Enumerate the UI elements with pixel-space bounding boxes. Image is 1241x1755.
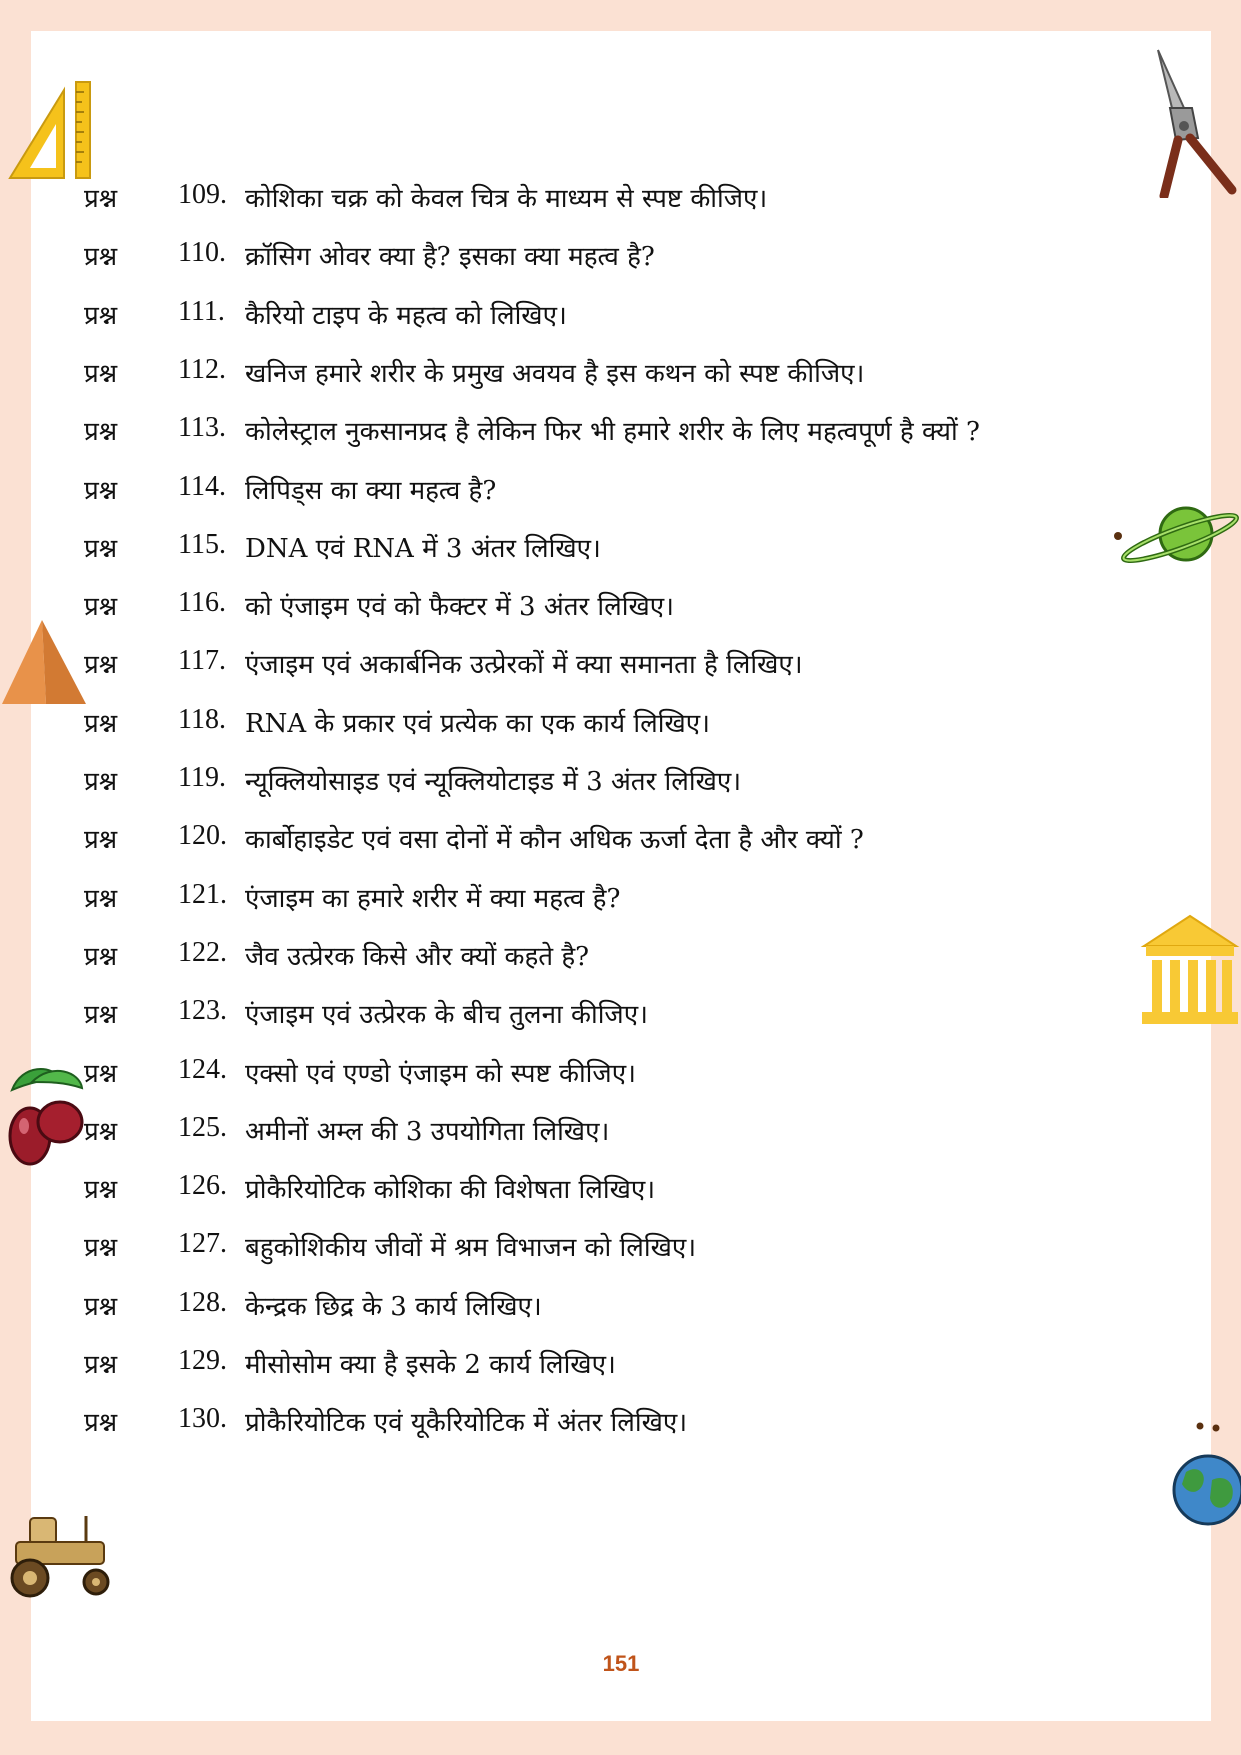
question-row bbox=[31, 288, 1211, 338]
question-label: प्रश्न bbox=[84, 417, 118, 448]
question-number: 119. bbox=[178, 762, 226, 793]
question-number: 122. bbox=[178, 936, 227, 968]
question-text: मीसोसोम क्या है इसके 2 कार्य लिखिए। bbox=[245, 1350, 616, 1380]
pyramid-icon bbox=[0, 618, 90, 708]
question-label: प्रश्न bbox=[84, 1291, 118, 1322]
question-row bbox=[31, 1279, 1211, 1329]
question-label: प्रश्न bbox=[84, 708, 118, 739]
question-label: प्रश्न bbox=[84, 941, 118, 972]
question-row bbox=[31, 1337, 1211, 1387]
question-number: 124. bbox=[178, 1053, 227, 1085]
question-text: एंजाइम एवं अकार्बनिक उत्प्रेरकों में क्या समानता है लिखिए। bbox=[245, 650, 803, 681]
question-label: प्रश्न bbox=[84, 184, 118, 214]
question-text: एंजाइम का हमारे शरीर में क्या महत्व है? bbox=[245, 883, 621, 914]
question-text: अमीनों अम्ल की 3 उपयोगिता लिखिए। bbox=[245, 1116, 610, 1147]
greek-temple-icon bbox=[1140, 912, 1240, 1028]
question-label: प्रश्न bbox=[84, 1175, 118, 1206]
question-text: RNA के प्रकार एवं प्रत्येक का एक कार्य लिखिए। bbox=[245, 708, 710, 739]
question-number: 128. bbox=[178, 1286, 227, 1318]
question-number: 113. bbox=[178, 412, 226, 444]
question-label: प्रश्न bbox=[84, 767, 118, 797]
question-label: प्रश्न bbox=[84, 1408, 118, 1439]
question-text: केन्द्रक छिद्र के 3 कार्य लिखिए। bbox=[245, 1291, 542, 1322]
saturn-planet-icon bbox=[1110, 498, 1241, 568]
question-number: 112. bbox=[178, 353, 226, 385]
question-row bbox=[31, 1162, 1211, 1212]
question-number: 125. bbox=[178, 1111, 227, 1143]
question-number: 121. bbox=[178, 878, 227, 910]
question-text: कोशिका चक्र को केवल चित्र के माध्यम से स्पष्ट कीजिए। bbox=[245, 184, 768, 214]
question-number: 120. bbox=[178, 820, 227, 852]
question-number: 115. bbox=[178, 528, 226, 560]
question-row bbox=[31, 1220, 1211, 1270]
question-row bbox=[31, 1104, 1211, 1154]
question-label: प्रश्न bbox=[84, 1233, 118, 1264]
question-row bbox=[31, 229, 1211, 279]
question-label: प्रश्न bbox=[84, 1000, 118, 1031]
question-row bbox=[31, 754, 1211, 804]
question-row bbox=[31, 463, 1211, 513]
question-text: कोलेस्ट्राल नुकसानप्रद है लेकिन फिर भी हमारे शरीर के लिए महत्वपूर्ण है क्यों ? bbox=[245, 417, 980, 448]
question-text: एक्सो एवं एण्डो एंजाइम को स्पष्ट कीजिए। bbox=[245, 1058, 636, 1089]
question-label: प्रश्न bbox=[84, 358, 118, 389]
question-text: क्रॉसिग ओवर क्या है? इसका क्या महत्व है? bbox=[245, 242, 655, 273]
question-number: 127. bbox=[178, 1228, 227, 1260]
question-row bbox=[31, 929, 1211, 979]
question-label: प्रश्न bbox=[84, 1350, 118, 1380]
question-label: प्रश्न bbox=[84, 475, 118, 506]
question-number: 111. bbox=[178, 295, 225, 327]
question-text: DNA एवं RNA में 3 अंतर लिखिए। bbox=[245, 533, 601, 564]
question-text: जैव उत्प्रेरक किसे और क्यों कहते है? bbox=[245, 941, 590, 972]
question-number: 116. bbox=[178, 587, 226, 619]
question-row bbox=[31, 871, 1211, 921]
kidney-beans-icon bbox=[2, 1060, 92, 1168]
question-label: प्रश्न bbox=[84, 1058, 118, 1089]
question-text: खनिज हमारे शरीर के प्रमुख अवयव है इस कथन को स्पष्ट कीजिए। bbox=[245, 358, 865, 389]
question-row bbox=[31, 404, 1211, 454]
question-row bbox=[31, 346, 1211, 396]
question-label: प्रश्न bbox=[84, 825, 118, 856]
pliers-icon bbox=[1150, 48, 1240, 198]
question-row bbox=[31, 987, 1211, 1037]
question-text: न्यूक्लियोसाइड एवं न्यूक्लियोटाइड में 3 अंतर लिखिए। bbox=[245, 767, 742, 797]
question-row bbox=[31, 521, 1211, 571]
question-number: 130. bbox=[178, 1403, 227, 1435]
page bbox=[31, 31, 1211, 1721]
question-text: प्रोकैरियोटिक एवं यूकैरियोटिक में अंतर लिखिए। bbox=[245, 1408, 688, 1439]
question-number: 114. bbox=[178, 470, 226, 502]
question-label: प्रश्न bbox=[84, 533, 118, 564]
question-number: 126. bbox=[178, 1170, 227, 1202]
question-row bbox=[31, 637, 1211, 687]
question-row bbox=[31, 1046, 1211, 1096]
page-number: 151 bbox=[602, 1651, 640, 1676]
question-label: प्रश्न bbox=[84, 592, 118, 623]
question-number: 109. bbox=[178, 179, 227, 210]
tractor-icon bbox=[0, 1508, 130, 1600]
question-number: 118. bbox=[178, 703, 226, 735]
question-text: कैरियो टाइप के महत्व को लिखिए। bbox=[245, 300, 567, 331]
set-square-ruler-icon bbox=[4, 80, 96, 182]
question-label: प्रश्न bbox=[84, 883, 118, 914]
question-list bbox=[31, 31, 1211, 1721]
question-row bbox=[31, 1395, 1211, 1445]
question-text: बहुकोशिकीय जीवों में श्रम विभाजन को लिखिए। bbox=[245, 1233, 697, 1264]
question-number: 110. bbox=[178, 237, 226, 269]
earth-globe-icon bbox=[1168, 1420, 1241, 1530]
question-label: प्रश्न bbox=[84, 242, 118, 273]
question-text: प्रोकैरियोटिक कोशिका की विशेषता लिखिए। bbox=[245, 1175, 656, 1206]
question-label: प्रश्न bbox=[84, 300, 118, 331]
question-text: एंजाइम एवं उत्प्रेरक के बीच तुलना कीजिए। bbox=[245, 1000, 648, 1031]
question-text: को एंजाइम एवं को फैक्टर में 3 अंतर लिखिए। bbox=[245, 592, 675, 623]
question-row bbox=[31, 171, 1211, 221]
question-text: लिपिड्स का क्या महत्व है? bbox=[245, 475, 497, 506]
question-row bbox=[31, 696, 1211, 746]
question-label: प्रश्न bbox=[84, 650, 118, 681]
question-text: कार्बोहाइडेट एवं वसा दोनों में कौन अधिक ऊर्जा देता है और क्यों ? bbox=[245, 825, 864, 856]
question-number: 129. bbox=[178, 1345, 227, 1376]
question-label: प्रश्न bbox=[84, 1116, 118, 1147]
question-row bbox=[31, 812, 1211, 862]
question-row bbox=[31, 579, 1211, 629]
question-number: 117. bbox=[178, 645, 226, 677]
question-number: 123. bbox=[178, 995, 227, 1027]
